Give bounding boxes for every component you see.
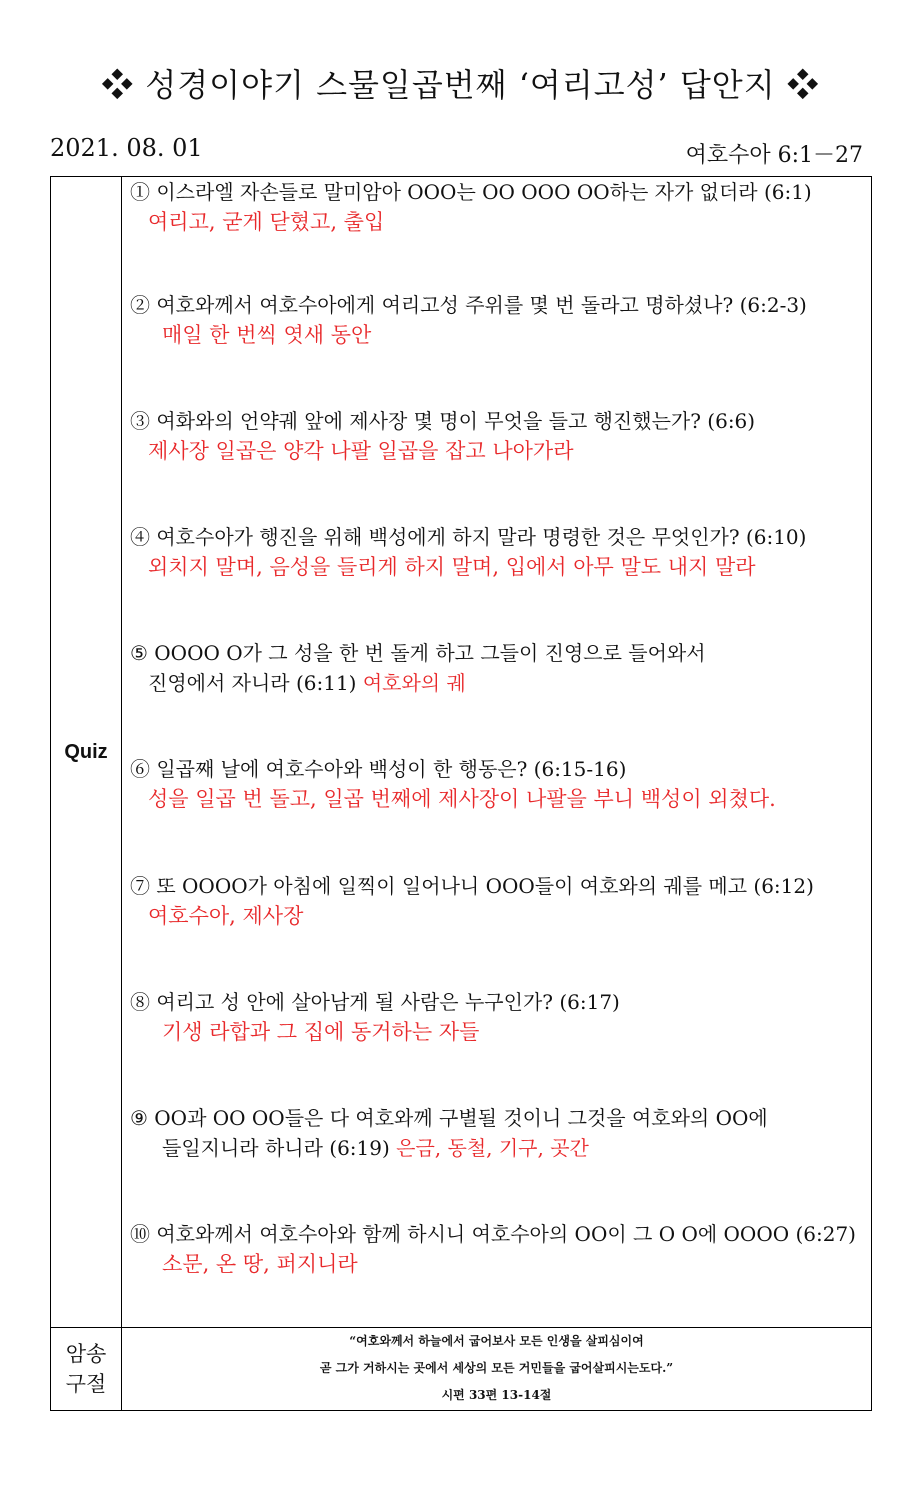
quiz-item-7 <box>130 871 867 931</box>
question-5-line2: 진영에서 자니라 (6:11) <box>148 671 363 695</box>
memory-label-line1: 암송 <box>65 1342 107 1366</box>
question-3: ③ 여화와의 언약궤 앞에 제사장 몇 명이 무엇을 들고 행진했는가? (6:6) <box>130 409 756 433</box>
quiz-item-1 <box>130 177 867 237</box>
question-2: ② 여호와께서 여호수아에게 여리고성 주위를 몇 번 돌라고 명하셨나? (6:2-3) <box>130 293 807 317</box>
answer-1: 여리고, 굳게 닫혔고, 출입 <box>148 210 385 234</box>
memory-verse-source: 시편 33편 13-14절 <box>441 1388 552 1402</box>
question-9: ⑨ OO과 OO OO들은 다 여호와께 구별될 것이니 그것을 여호와의 OO에 <box>130 1106 768 1130</box>
quiz-item-6 <box>130 754 867 814</box>
answer-9: 은금, 동철, 기구, 곳간 <box>396 1136 589 1160</box>
quiz-row <box>51 177 872 1328</box>
answer-2: 매일 한 번씩 엿새 동안 <box>162 323 372 347</box>
question-10: ⑩ 여호와께서 여호수아와 함께 하시니 여호수아의 OO이 그 O O에 OOOO (6:27) <box>130 1222 856 1246</box>
memory-row <box>51 1328 872 1411</box>
memory-verse-line1: “여호와께서 하늘에서 굽어보사 모든 인생을 살피심이여 <box>349 1334 644 1348</box>
answer-7: 여호수아, 제사장 <box>148 904 304 928</box>
quiz-item-3 <box>130 406 867 466</box>
question-9-line2: 들일지니라 하니라 (6:19) <box>162 1136 397 1160</box>
page-title: ❖ 성경이야기 스물일곱번째 ‘여리고성’ 답안지 ❖ <box>101 66 820 104</box>
memory-label-line2: 구절 <box>65 1372 107 1396</box>
memory-verse <box>122 1328 872 1411</box>
answer-3: 제사장 일곱은 양각 나팔 일곱을 잡고 나아가라 <box>148 439 574 463</box>
quiz-item-8 <box>130 987 867 1047</box>
quiz-item-9 <box>130 1103 867 1163</box>
date-text: 2021. 08. 01 <box>50 134 203 162</box>
quiz-item-2 <box>130 290 867 350</box>
quiz-label: Quiz <box>51 177 122 1328</box>
scripture-reference: 여호수아 6:1－27 <box>685 143 863 168</box>
quiz-item-4 <box>130 522 867 582</box>
memory-label <box>51 1328 122 1411</box>
question-6: ⑥ 일곱째 날에 여호수아와 백성이 한 행동은? (6:15-16) <box>130 757 627 781</box>
question-1: ① 이스라엘 자손들로 말미암아 OOO는 OO OOO OO하는 자가 없더라 (6:1) <box>130 180 812 204</box>
quiz-item-5 <box>130 638 867 698</box>
question-5-cont <box>130 668 867 698</box>
memory-verse-line2: 곧 그가 거하시는 곳에서 세상의 모든 거민들을 굽어살피시는도다.” <box>319 1361 674 1375</box>
answer-10: 소문, 온 땅, 퍼지니라 <box>162 1252 358 1276</box>
question-4: ④ 여호수아가 행진을 위해 백성에게 하지 말라 명령한 것은 무엇인가? (6:10) <box>130 525 807 549</box>
answer-8: 기생 라합과 그 집에 동거하는 자들 <box>162 1020 480 1044</box>
question-5: ⑤ OOOO O가 그 성을 한 번 돌게 하고 그들이 진영으로 들어와서 <box>130 641 706 665</box>
answer-table <box>50 176 872 1411</box>
question-9-cont <box>130 1133 867 1163</box>
quiz-item-10 <box>130 1219 867 1279</box>
question-7: ⑦ 또 OOOO가 아침에 일찍이 일어나니 OOO들이 여호와의 궤를 메고 (6:12) <box>130 874 814 898</box>
question-8: ⑧ 여리고 성 안에 살아남게 될 사람은 누구인가? (6:17) <box>130 990 620 1014</box>
answer-4: 외치지 말며, 음성을 들리게 하지 말며, 입에서 아무 말도 내지 말라 <box>148 555 756 579</box>
answer-6: 성을 일곱 번 돌고, 일곱 번째에 제사장이 나팔을 부니 백성이 외쳤다. <box>148 787 776 811</box>
quiz-content <box>122 177 872 1328</box>
answer-5: 여호와의 궤 <box>362 671 466 695</box>
